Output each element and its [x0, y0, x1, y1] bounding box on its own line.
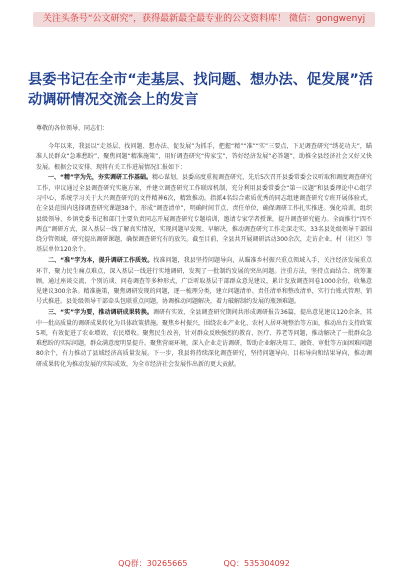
document-body [36, 142, 372, 371]
paragraph-intro [36, 142, 372, 173]
paragraph-text: 调研有实效，全县调查研究期间共形成调研报告36篇，提出意见建议120余条，其中一批高质量的调研成果转化为具体政策措施。聚焦乡村振兴，围绕农业产业化、农村人居环境整治等方面，推动出台支持政策5项，有效促进了农业增效、农民增收。聚焦民生改善，针对群众反映强烈的教育、医疗、养老等问题，推动解决了一批群众急难愁盼的实际问题，群众满意度明显提升。聚焦营商环境，深入企业走访调研，帮助企业解决用工、融资、审批等方面困难问题80余个，有力推动了县域经济高质量发展。下一步，我县将持续深化调查研究，坚持问题导向、目标导向和结果导向，推动调研成果转化为推动发展的实际成效，为全市经济社会发展作出新的更大贡献。 [36, 309, 373, 368]
paragraph-section-2 [36, 256, 372, 307]
document-title: 县委书记在全市“走基层、找问题、想办法、促发展”活动调研情况交流会上的发言 [28, 72, 373, 108]
promo-banner [0, 10, 408, 28]
paragraph-lead: 一、“精”字为先，夯实调研工作基础。 [48, 174, 152, 182]
contact-footer [0, 556, 408, 570]
paragraph-section-3 [36, 308, 372, 370]
paragraph-lead: 三、“实”字为要，推动调研成果转换。 [48, 309, 153, 317]
salutation: 尊敬的各位领导、同志们： [36, 125, 109, 132]
paragraph-text: 今年以来，我县以“走基层、找问题、想办法、促发展”为抓手，把握“精”“准”“实”三要点，下足调查研究“绣花功夫”，瞄准人民群众“急难愁盼”，聚焦问题“精准施策”，用好调查研究“传家宝”，答好经济发展“必答题”，助推全县经济社会又好又快发展。根据会议安排，现将有关工作进展情况汇报如下： [36, 143, 372, 171]
paragraph-section-1 [36, 173, 372, 255]
promo-banner-text: 关注头条号“公文研究”，获得最新最全最专业的公文资料库！ 微信：gongwenyj [33, 12, 375, 27]
paragraph-text: 精心谋划，县委高度重视调查研究，先后5次召开县委常委会议听取和调度调查研究工作，审议通过全县调查研究实施方案，并建立调查研究工作联席机制，充分利用县委常委会“第一议题”和县委理论中心组学习中心，系统学习关于大兴调查研究的文件精神6次，精致推动。指派4名综合素质优秀的同志组建调查研究专班开展体验式，在全县范围内选择调查研究课题38个，形成“调查清单”，明确时间节点、责任单位，确保调研工作扎实推进。强化培训，组织县级领导、乡镇党委书记和部门主要负责同志开展调查研究专题培训，邀请专家学者授课，提升调查研究能力。全面推行“四不两直”调研方式，深入基层一线了解真实情况，实现问题早发现、早解决，推动调查研究工作走深走实。33名县处级领导干部围绕分管领域，研究提出调研课题，确保调查研究有的放矢。截至目前，全县共开展调研活动300余次，走访企业、村（社区）等基层单位120余个。 [36, 174, 372, 254]
qq-text: QQ：535304092 [223, 558, 290, 568]
paragraph-lead: 二、“准”字为本，提升调研工作质效。 [48, 257, 154, 265]
qq-group-text: QQ群：30265665 [118, 558, 188, 568]
paragraph-text: 找准问题，我县坚持问题导向，从瞄准乡村振兴重点领域入手，关注经济发展重点环节，聚力民生痛点难点，深入基层一线进行实地调研，发现了一批制约发展的突出问题。注重方法，坚持点面结合、统筹兼顾，通过座谈交流、个别访谈、问卷调查等多种形式，广泛听取基层干部群众意见建议，累计发放调查问卷1000余份，收集意见建议300余条。精准施策，聚焦调研发现的问题，逐一梳理分类，建立问题清单、责任清单和整改清单，实行台账式管理、销号式推进。县处级领导干部牵头包联重点问题，协调推动问题解决，着力破解制约发展的瓶颈难题。 [36, 257, 372, 306]
